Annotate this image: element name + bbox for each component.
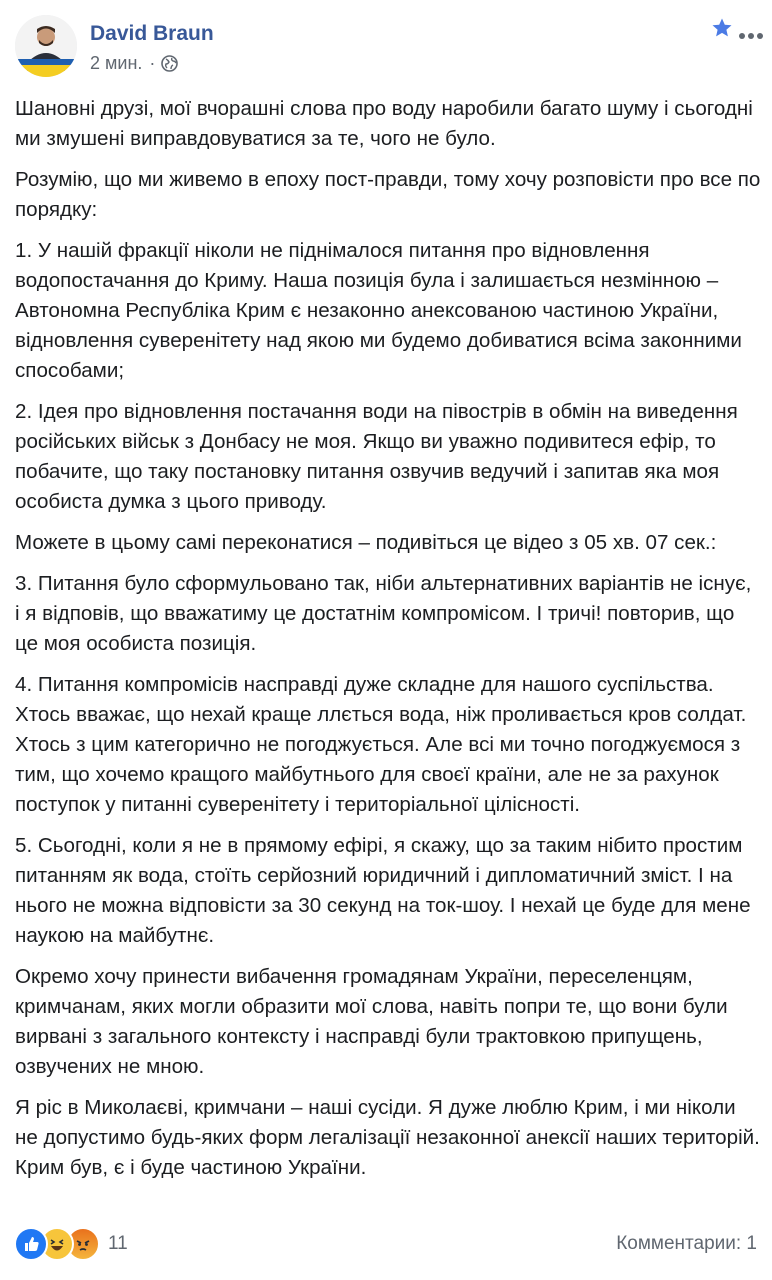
like-icon: [14, 1227, 48, 1261]
post-paragraph: 2. Ідея про відновлення постачання води на півострів в обмін на виведення російських військ з Донбасу не моя. Якщо ви уважно подивитеся ефір, то побачите, що таку постановку питання озвучив ведучий і запитав яка моя особиста думка з цього приводу.: [15, 400, 738, 513]
post-paragraph: 1. У нашій фракції ніколи не піднімалося питання про відновлення водопостачання до Криму. Наша позиція була і залишається незмінною – Автономна Республіка Крим є незаконно анексованою частиною України, відновлення суверенітету над якою ми будемо добиватися всіма законними способами;: [15, 239, 742, 382]
post-paragraph: Розумію, що ми живемо в епоху пост-правди, тому хочу розповісти про все по порядку:: [15, 168, 761, 221]
post-paragraph: Можете в цьому самі переконатися – подивіться це відео з 05 хв. 07 сек.:: [15, 531, 717, 554]
post-footer: [0, 1225, 772, 1265]
comments-count-link[interactable]: Комментарии: 1: [616, 1233, 757, 1254]
reactions-summary[interactable]: [14, 1227, 128, 1261]
avatar-photo: [15, 15, 77, 77]
post-header: [0, 0, 772, 90]
post-meta: [90, 53, 178, 74]
globe-icon[interactable]: [161, 55, 178, 72]
post-paragraph: 3. Питання було сформульовано так, ніби альтернативних варіантів не існує, і я відповів, що вважатиму це достатнім компромісом. І тричі! повторив, що це моя особиста позиція.: [15, 572, 752, 655]
post-body: [15, 94, 761, 1194]
meta-separator: ·: [149, 53, 156, 73]
reaction-count[interactable]: 11: [108, 1233, 128, 1254]
post-paragraph: Я ріс в Миколаєві, кримчани – наші сусіди. Я дуже люблю Крим, і ми ніколи не допустимо будь-яких форм легалізації незаконної анексії наших територій. Крим був, є і буде частиною України.: [15, 1096, 760, 1179]
post-paragraph: Окремо хочу принести вибачення громадянам України, переселенцям, кримчанам, яких могли образити мої слова, навіть попри те, що вони були вирвані з загального контексту і насправді були трактовкою припущень, озвучених не мною.: [15, 965, 728, 1078]
author-name[interactable]: David Braun: [90, 22, 214, 45]
post-paragraph: Шановні друзі, мої вчорашні слова про воду наробили багато шуму і сьогодні ми змушені виправдовуватися за те, чого не було.: [15, 97, 753, 150]
more-options-icon[interactable]: [738, 27, 764, 35]
post-paragraph: 4. Питання компромісів насправді дуже складне для нашого суспільства. Хтось вважає, що нехай краще ллється вода, ніж проливається кров солдат. Хтось з цим категорично не погоджується. Але всі ми точно погоджуємося з тим, що хочемо кращого майбутнього для своєї країни, але не за рахунок поступок у питанні суверенітету і територіальної цілісності.: [15, 673, 747, 816]
post-paragraph: 5. Сьогодні, коли я не в прямому ефірі, я скажу, що за таким нібито простим питанням як вода, стоїть серйозний юридичний і дипломатичний зміст. І на нього не можна відповісти за 30 секунд на ток-шоу. І нехай це буде для мене наукою на майбутнє.: [15, 834, 751, 947]
avatar[interactable]: [15, 15, 77, 77]
star-icon[interactable]: [711, 17, 733, 39]
post-time[interactable]: 2 мин.: [90, 53, 143, 73]
